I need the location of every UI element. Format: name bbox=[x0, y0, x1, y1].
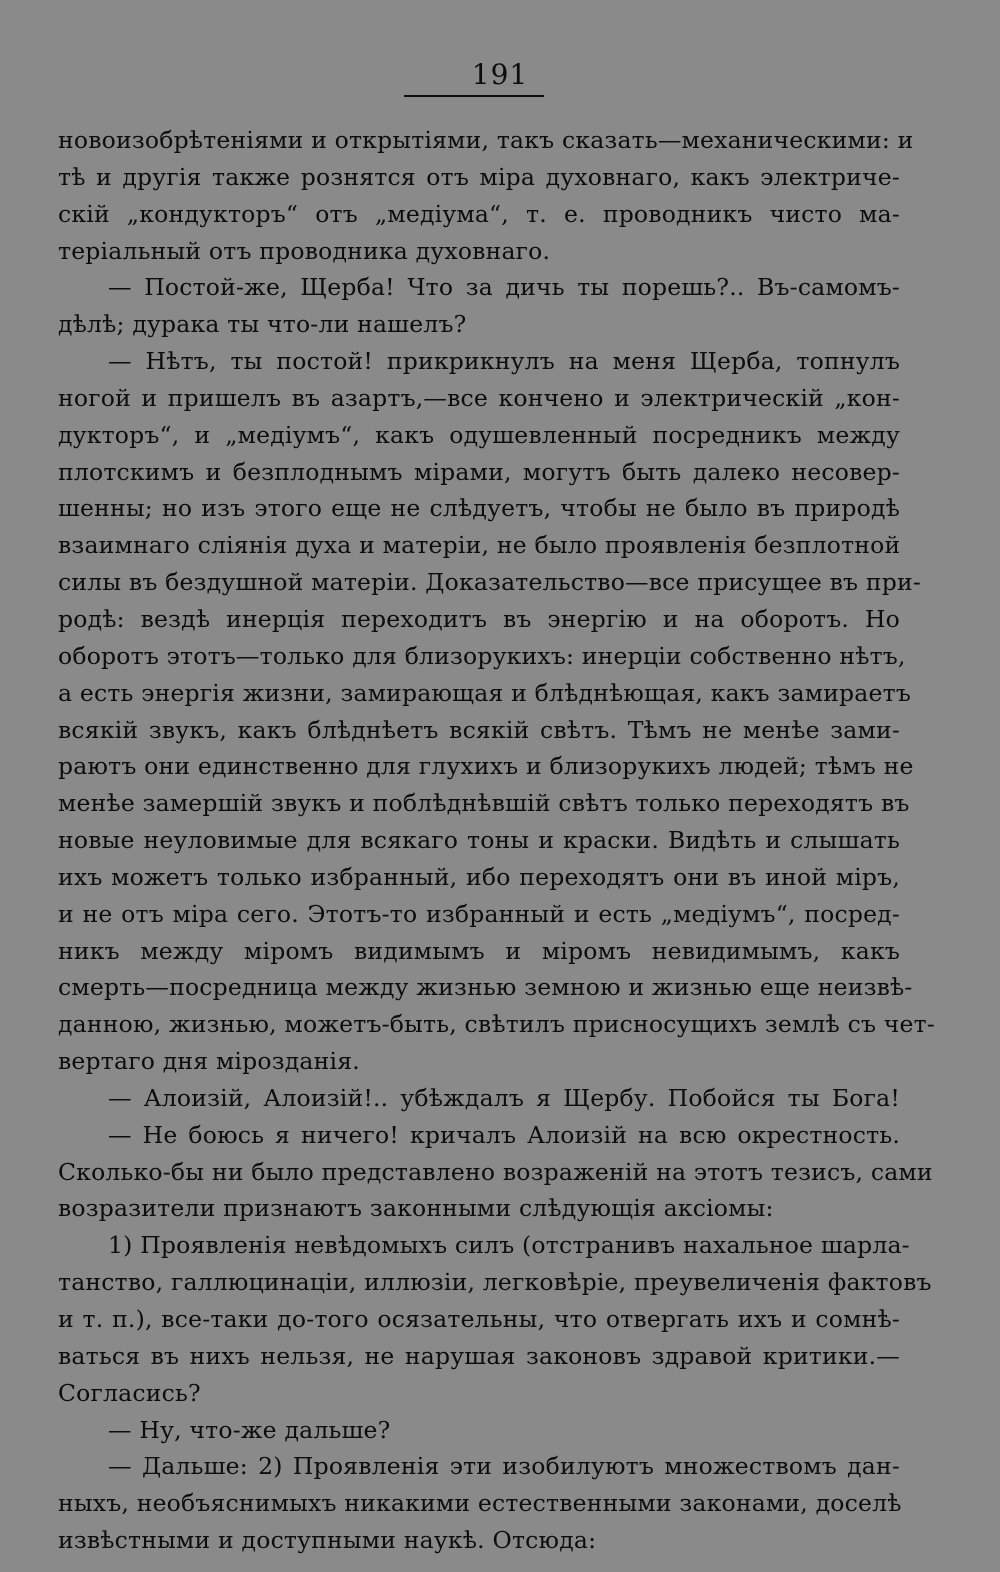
text-line: — Постой-же, Щерба! Что за дичь ты порешь?.. Въ-самомъ- bbox=[108, 273, 900, 302]
text-line: менѣе замершій звукъ и поблѣднѣвшій свѣтъ только переходятъ въ bbox=[58, 789, 910, 818]
text-line: Сколько-бы ни было представлено возраженій на этотъ тезисъ, сами bbox=[58, 1157, 933, 1186]
text-line: никъ между міромъ видимымъ и міромъ невидимымъ, какъ bbox=[58, 936, 900, 965]
text-line: плотскимъ и безплоднымъ мірами, могутъ быть далеко несовер- bbox=[58, 457, 900, 486]
text-line: а есть энергія жизни, замирающая и блѣднѣющая, какъ замираетъ bbox=[58, 678, 911, 707]
text-line: извѣстными и доступными наукѣ. Отсюда: bbox=[58, 1526, 597, 1555]
text-line: — Алоизій, Алоизій!.. убѣждалъ я Щербу. Побойся ты Бога! bbox=[108, 1083, 900, 1112]
text-line: и т. п.), все-таки до-того осязательны, что отвергать ихъ и сомнѣ- bbox=[58, 1305, 900, 1333]
text-line: дукторъ“, и „медіумъ“, какъ одушевленный посредникъ между bbox=[58, 420, 900, 449]
text-line: новоизобрѣтеніями и открытіями, такъ сказать—механическими: и bbox=[58, 126, 914, 154]
text-line: танство, галлюцинаціи, иллюзіи, легковѣріе, преувеличенія фактовъ bbox=[58, 1268, 932, 1297]
text-line: силы въ бездушной матеріи. Доказательство—все присущее въ при- bbox=[58, 568, 921, 597]
text-line: возразители признаютъ законными слѣдующія аксіомы: bbox=[58, 1194, 774, 1223]
text-line: родѣ: вездѣ инерція переходитъ въ энергію и на оборотъ. Но bbox=[58, 604, 900, 633]
text-line: — Дальше: 2) Проявленія эти изобилуютъ множествомъ дан- bbox=[108, 1452, 900, 1481]
text-line: скій „кондукторъ“ отъ „медіума“, т. е. проводникъ чисто ма- bbox=[58, 199, 900, 228]
text-line: оборотъ этотъ—только для близорукихъ: инерціи собственно нѣтъ, bbox=[58, 641, 906, 670]
text-line: новые неуловимые для всякаго тоны и краски. Видѣть и слышать bbox=[58, 826, 900, 855]
text-line: ваться въ нихъ нельзя, не нарушая законовъ здравой критики.— bbox=[58, 1341, 900, 1370]
text-line: смерть—посредница между жизнью земною и жизнью еще неизвѣ- bbox=[58, 973, 913, 1002]
text-line: дѣлѣ; дурака ты что-ли нашелъ? bbox=[58, 310, 467, 339]
text-line: ныхъ, необъяснимыхъ никакими естественными законами, доселѣ bbox=[58, 1489, 902, 1518]
text-line: раютъ они единственно для глухихъ и близорукихъ людей; тѣмъ не bbox=[58, 752, 914, 781]
text-line: и не отъ міра сего. Этотъ-то избранный и есть „медіумъ“, посред- bbox=[58, 899, 900, 928]
text-line: Согласись? bbox=[58, 1378, 201, 1407]
body-text bbox=[58, 122, 935, 1559]
text-line: — Нѣтъ, ты постой! прикрикнулъ на меня Щерба, топнулъ bbox=[108, 347, 900, 376]
text-line: взаимнаго сліянія духа и матеріи, не было проявленія безплотной bbox=[58, 531, 901, 560]
text-line: 1) Проявленія невѣдомыхъ силъ (отстранивъ нахальное шарла- bbox=[108, 1231, 910, 1260]
text-line: данною, жизнью, можетъ-быть, свѣтилъ присносущихъ землѣ съ чет- bbox=[58, 1010, 935, 1039]
text-line: шенны; но изъ этого еще не слѣдуетъ, чтобы не было въ природѣ bbox=[58, 494, 900, 523]
text-line: вертаго дня мірозданія. bbox=[58, 1047, 360, 1076]
page-number-rule bbox=[404, 95, 544, 97]
page-number: 191 bbox=[471, 58, 529, 91]
text-line: теріальный отъ проводника духовнаго. bbox=[58, 236, 551, 265]
text-line: ихъ можетъ только избранный, ибо переходятъ они въ иной міръ, bbox=[58, 862, 900, 891]
text-line: тѣ и другія также рознятся отъ міра духовнаго, какъ электриче- bbox=[58, 162, 900, 191]
text-line: всякій звукъ, какъ блѣднѣетъ всякій свѣтъ. Тѣмъ не менѣе зами- bbox=[58, 715, 900, 744]
text-line: ногой и пришелъ въ азартъ,—все кончено и электрическій „кон- bbox=[58, 383, 900, 412]
text-line: — Ну, что-же дальше? bbox=[108, 1415, 391, 1444]
text-line: — Не боюсь я ничего! кричалъ Алоизій на всю окрестность. bbox=[108, 1120, 900, 1149]
